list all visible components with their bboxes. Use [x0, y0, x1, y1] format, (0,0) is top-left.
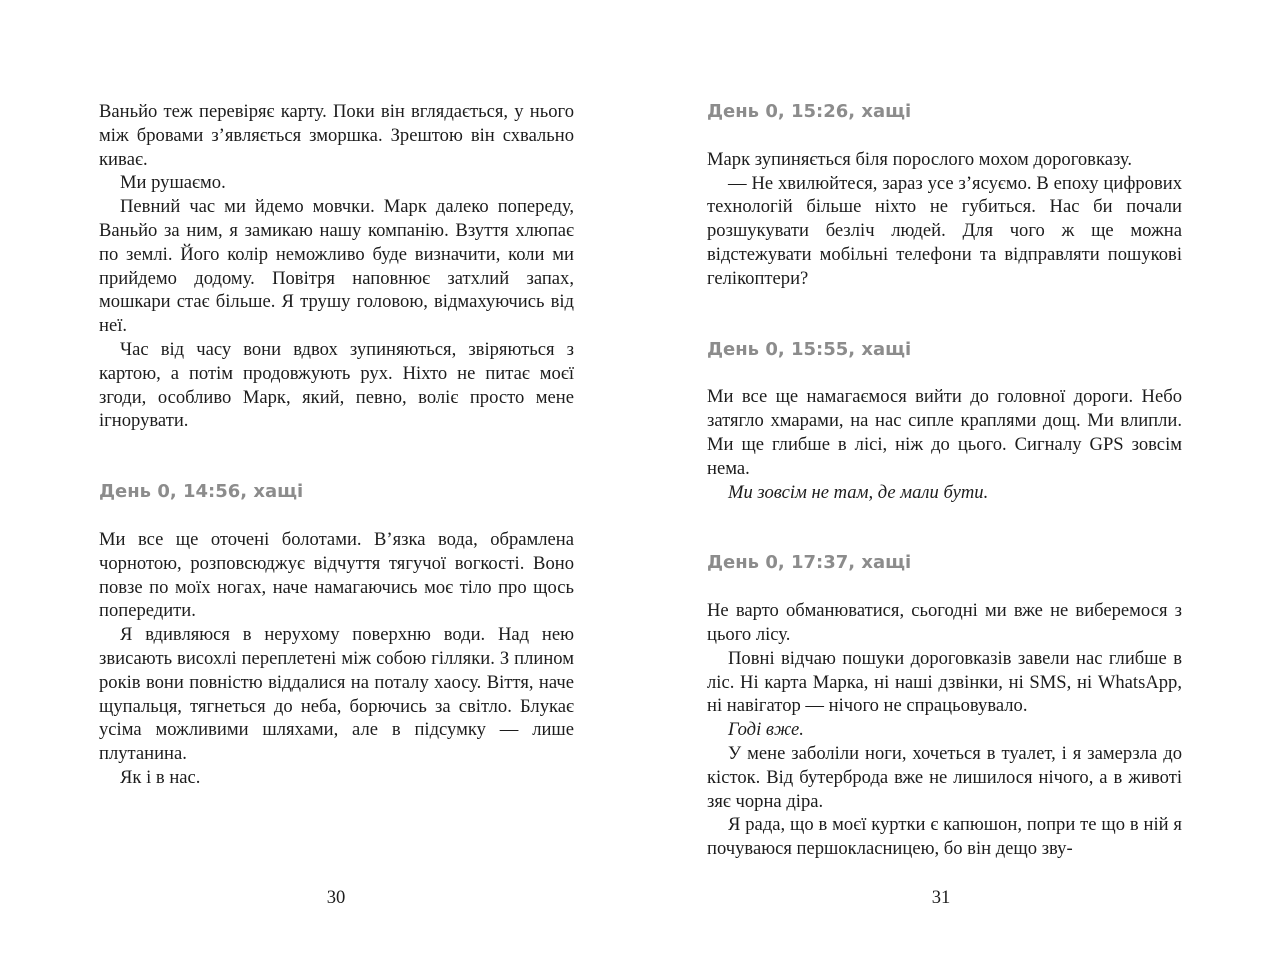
paragraph-italic: Ми зовсім не там, де мали бути. — [728, 481, 989, 503]
paragraph: Ваньйо теж перевіряє карту. Поки він вглядається, у нього між бровами з’являється зморшка. Зрештою він схвально кивaє. — [99, 101, 574, 170]
paragraph: Як і в нас. — [120, 766, 201, 788]
section-heading: День 0, 14:56, хащі — [99, 481, 304, 503]
paragraph: — Не хвилюйтеся, зараз усе з’ясуємо. В епоху цифрових технологій більше ніхто не губиться. Нас би почали розшукувати безліч людей. Для чого ж ще можна відстежувати мобільні телефони та відправляти пошукові гелікоптери? — [707, 172, 1182, 289]
paragraph: У мене заболіли ноги, хочеться в туалет, і я замерзла до кісток. Від бутерброда вже не лишилося нічого, а в животі зяє чорна діра. — [707, 742, 1182, 812]
page-number: 30 — [326, 887, 346, 908]
page-number: 31 — [931, 887, 951, 908]
section-heading: День 0, 15:55, хащі — [707, 338, 912, 360]
paragraph: Ми рушаємо. — [120, 172, 226, 194]
paragraph: Ми все ще намагаємося вийти до головної дороги. Небо затягло хмарами, на нас сипле краплями дощ. Ми влипли. Ми ще глибше в лісі, ніж до цього. Сигналу GPS зовсім нема. — [707, 386, 1182, 479]
paragraph: Не варто обманюватися, сьогодні ми вже не виберемося з цього лісу. — [707, 600, 1182, 645]
section-heading: День 0, 17:37, хащі — [707, 552, 912, 574]
paragraph: Я вдивляюся в нерухому поверхню води. Над нею звисають висохлі переплетені між собою гілляки. З плином років вони повністю віддалися на поталу хаосу. Віття, наче щупальця, тягнеться до неба, борючись за світло. Блукає усіма можливими шляхами, але в підсумку — лише плутанина. — [99, 624, 574, 765]
paragraph: Марк зупиняється біля порослого мохом дороговказу. — [707, 148, 1132, 170]
paragraph-italic: Годі вже. — [728, 719, 804, 741]
right-page — [707, 100, 1182, 861]
paragraph: Певний час ми йдемо мовчки. Марк далеко попереду, Ваньйо за ним, я замикаю нашу компанію. Взуття хлюпає по землі. Його колір неможливо буде визначити, коли ми прийдемо додому. Повітря наповнює затхлий запах, мошкари стає більше. Я трушу головою, відмахуючись від неї. — [99, 196, 574, 337]
paragraph: Час від часу вони вдвох зупиняються, звіряються з картою, а потім продовжують рух. Ніхто не питає моєї згоди, особливо Марк, який, певно, воліє просто мене ігнорувати. — [99, 338, 574, 432]
paragraph: Повні відчаю пошуки дороговказів завели нас глибше в ліс. Ні карта Марка, ні наші дзвінки, ні SMS, ні WhatsApp, ні навігатор — нічого не спрацьовувало. — [707, 647, 1182, 717]
paragraph: Я рада, що в моєї куртки є капюшон, попри те що в ній я почуваюся першокласницею, бо він дещо зву- — [707, 814, 1182, 860]
section-heading: День 0, 15:26, хащі — [707, 101, 912, 122]
paragraph: Ми все ще оточені болотами. В’язка вода, обрамлена чорнотою, розповсюджує відчуття тягучої вогкості. Воно повзе по моїх ногах, наче намагаючись моє тіло про щось попередити. — [99, 528, 574, 622]
left-page — [99, 100, 574, 790]
